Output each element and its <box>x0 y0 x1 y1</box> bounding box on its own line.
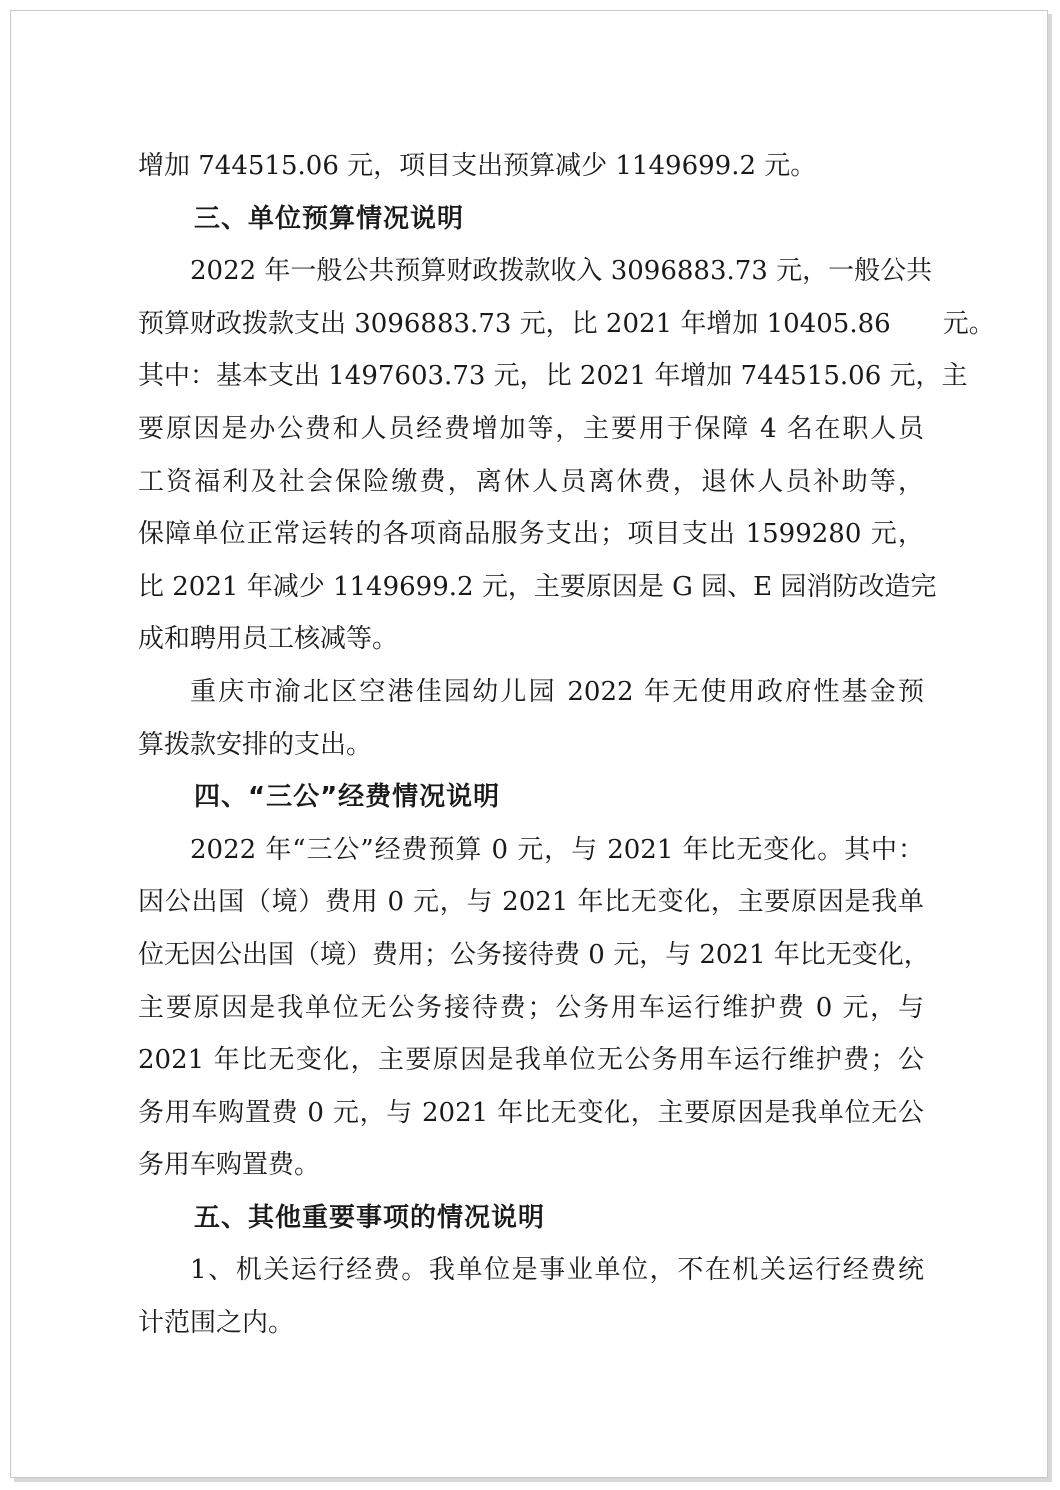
text-line: 位无因公出国（境）费用；公务接待费 0 元，与 2021 年比无变化， <box>138 939 930 970</box>
text-line: 比 2021 年减少 1149699.2 元，主要原因是 G 园、E 园消防改造完 <box>138 571 937 602</box>
text-line: 预算财政拨款支出 3096883.73 元，比 2021 年增加 10405.86 元。 <box>138 308 995 339</box>
text-line: 算拨款安排的支出。 <box>138 729 373 760</box>
text-line: 因公出国（境）费用 0 元，与 2021 年比无变化，主要原因是我单 <box>138 887 924 918</box>
section3-paragraph-1 <box>138 245 995 666</box>
text-line: 要原因是办公费和人员经费增加等，主要用于保障 4 名在职人员 <box>138 413 924 444</box>
section5-paragraph-1 <box>138 1244 924 1349</box>
text-line: 2022 年“三公”经费预算 0 元，与 2021 年比无变化。其中： <box>190 834 924 865</box>
text-line: 工资福利及社会保险缴费，离休人员离休费，退休人员补助等， <box>138 466 924 497</box>
text-line: 保障单位正常运转的各项商品服务支出；项目支出 1599280 元， <box>138 519 924 550</box>
text-line: 务用车购置费。 <box>138 1150 321 1181</box>
text-line: 主要原因是我单位无公务接待费；公务用车运行维护费 0 元，与 <box>138 992 924 1023</box>
text-line: 2022 年一般公共预算财政拨款收入 3096883.73 元，一般公共 <box>190 256 933 287</box>
text-line: 1、机关运行经费。我单位是事业单位，不在机关运行经费统 <box>190 1255 924 1286</box>
section-heading-4: 四、“三公”经费情况说明 <box>194 782 501 813</box>
text-line: 计范围之内。 <box>138 1308 295 1339</box>
section-heading-5: 五、其他重要事项的情况说明 <box>194 1202 546 1233</box>
document-body <box>138 140 995 1350</box>
text-line: 重庆市渝北区空港佳园幼儿园 2022 年无使用政府性基金预 <box>190 676 924 707</box>
section-heading-3: 三、单位预算情况说明 <box>194 203 465 234</box>
text-line: 2021 年比无变化，主要原因是我单位无公务用车运行维护费；公 <box>138 1045 924 1076</box>
text-line: 务用车购置费 0 元，与 2021 年比无变化，主要原因是我单位无公 <box>138 1097 924 1128</box>
text-line: 成和聘用员工核减等。 <box>138 624 399 655</box>
section4-paragraph-1 <box>138 824 930 1192</box>
section3-paragraph-2 <box>138 666 924 771</box>
text-line: 增加 744515.06 元，项目支出预算减少 1149699.2 元。 <box>138 151 817 181</box>
text-line: 其中：基本支出 1497603.73 元，比 2021 年增加 744515.06 元，主 <box>138 361 968 392</box>
continuation-paragraph <box>138 140 924 193</box>
